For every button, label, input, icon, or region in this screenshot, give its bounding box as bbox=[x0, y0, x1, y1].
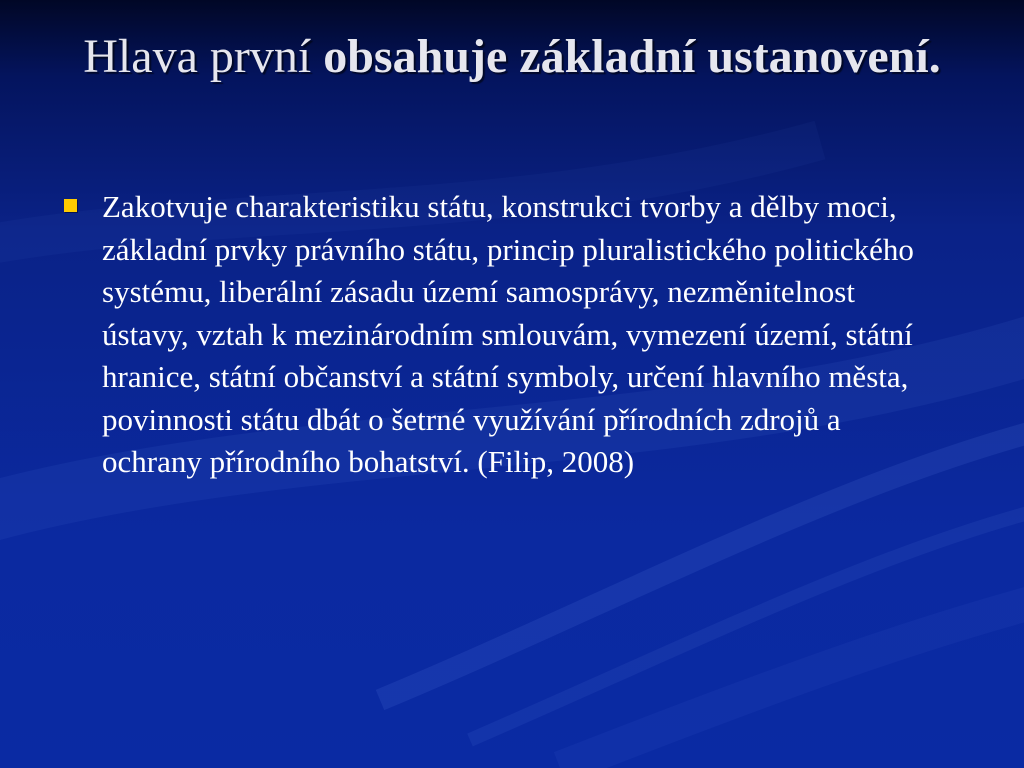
slide-title-regular: Hlava první bbox=[83, 30, 324, 83]
square-bullet-icon bbox=[64, 199, 77, 212]
slide-title-bold: obsahuje základní ustanovení. bbox=[323, 30, 941, 83]
slide-title bbox=[60, 26, 964, 88]
bullet-list bbox=[60, 186, 940, 484]
bullet-text: Zakotvuje charakteristiku státu, konstrukci tvorby a dělby moci, základní prvky právního státu, princip pluralistického politického systému, liberální zásadu území samosprávy, nezměnitelnost ústavy, vztah k mezinárodním smlouvám, vymezení území, státní hranice, státní občanství a státní symboly, určení hlavního města, povinnosti státu dbát o šetrné využívání přírodních zdrojů a ochrany přírodního bohatství. (Filip, 2008) bbox=[102, 189, 914, 479]
bullet-item bbox=[60, 186, 940, 484]
